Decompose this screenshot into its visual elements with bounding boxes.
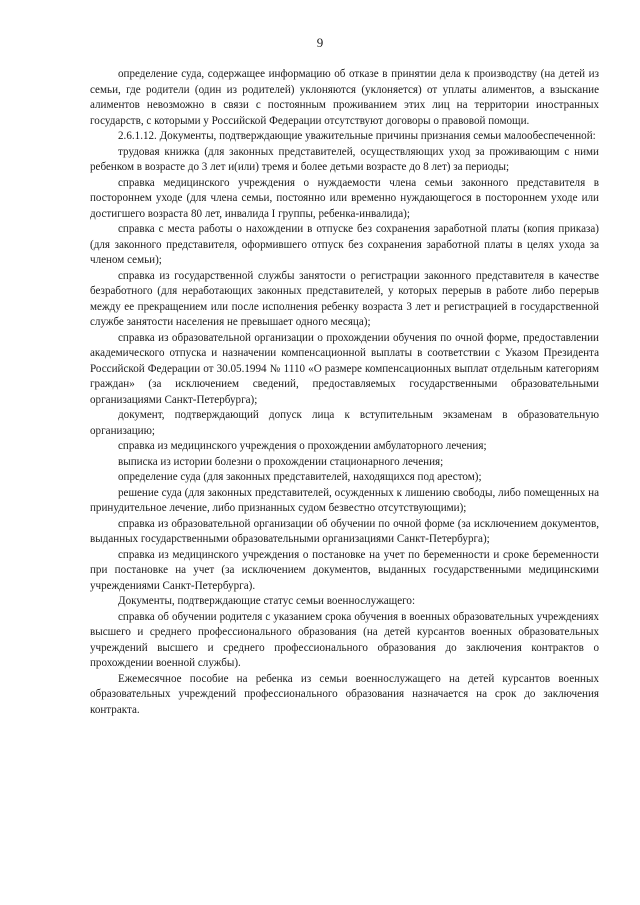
paragraph: справка с места работы о нахождении в отпуске без сохранения заработной платы (копия приказа) (для законного представителя, оформившего отпуск без сохранения заработной платы в целях ухода за членом семьи); xyxy=(90,223,599,266)
paragraph: справка медицинского учреждения о нуждаемости члена семьи законного представителя в постороннем уходе (для члена семьи, постоянно или временно нуждающегося в постороннем уходе или достигшего возраста 80 лет, инвалида I группы, ребенка-инвалида); xyxy=(90,176,599,220)
paragraph: справка из медицинского учреждения о прохождении амбулаторного лечения; xyxy=(118,440,487,452)
paragraph: справка об обучении родителя с указанием срока обучения в военных образовательных учреждениях высшего и среднего профессионального образования (на детей курсантов военных образовательных учреждений высшего и среднего профессионального образования до заключения контрактов о прохождении военной службы). xyxy=(90,610,599,669)
paragraph: 2.6.1.12. Документы, подтверждающие уважительные причины признания семьи малообеспеченной: xyxy=(118,130,596,142)
paragraph: решение суда (для законных представителей, осужденных к лишению свободы, либо помещенных на принудительное лечение, либо признанных судом безвестно отсутствующими); xyxy=(90,486,599,514)
paragraph: документ, подтверждающий допуск лица к вступительным экзаменам в образовательную организацию; xyxy=(90,409,599,437)
paragraph: трудовая книжка (для законных представителей, осуществляющих уход за проживающим с ними ребенком в возрасте до 3 лет и(или) тремя и более детьми возрасте до 8 лет) за периоды; xyxy=(90,145,599,173)
page-number: 9 xyxy=(316,35,324,50)
paragraph: справка из образовательной организации о прохождении обучения по очной форме, предоставлении академического отпуска и назначении компенсационной выплаты в соответствии с Указом Президента Российской Федерации от 30.05.1994 № 1110 «О размере компенсационных выплат отдельным категориям граждан» (за исключением сведений, предоставляемых государственными образовательными организациями Санкт-Петербурга); xyxy=(90,331,599,406)
paragraph: определение суда, содержащее информацию об отказе в принятии дела к производству (на детей из семьи, где родители (один из родителей) уклоняются (уклоняется) от уплаты алиментов, а взыскание алиментов невозможно в связи с постоянным проживанием этих лиц на территории иностранных государств, с которыми у Российской Федерации отсутствуют договоры о правовой помощи. xyxy=(90,68,599,127)
paragraph: справка из государственной службы занятости о регистрации законного представителя в качестве безработного (для неработающих законных представителей, у которых перерыв в работе либо перерыв между ее прекращением или после исполнения ребенку возраста 3 лет и регистрацией в государственной службе занятости населения не превышает одного месяца); xyxy=(90,269,599,328)
document-body xyxy=(90,67,599,718)
paragraph: определение суда (для законных представителей, находящихся под арестом); xyxy=(118,471,482,483)
paragraph: выписка из истории болезни о прохождении стационарного лечения; xyxy=(118,455,444,468)
paragraph: справка из образовательной организации об обучении по очной форме (за исключением документов, выданных государственными образовательными организациями Санкт-Петербурга); xyxy=(90,517,599,545)
paragraph: Ежемесячное пособие на ребенка из семьи военнослужащего на детей курсантов военных образовательных учреждений профессионального образования назначается на срок до заключения контракта. xyxy=(90,672,599,716)
paragraph: Документы, подтверждающие статус семьи военнослужащего: xyxy=(118,595,416,607)
paragraph: справка из медицинского учреждения о постановке на учет по беременности и сроке беременности при постановке на учет (за исключением документов, выданных государственными медицинскими учреждениями Санкт-Петербурга). xyxy=(90,548,599,592)
